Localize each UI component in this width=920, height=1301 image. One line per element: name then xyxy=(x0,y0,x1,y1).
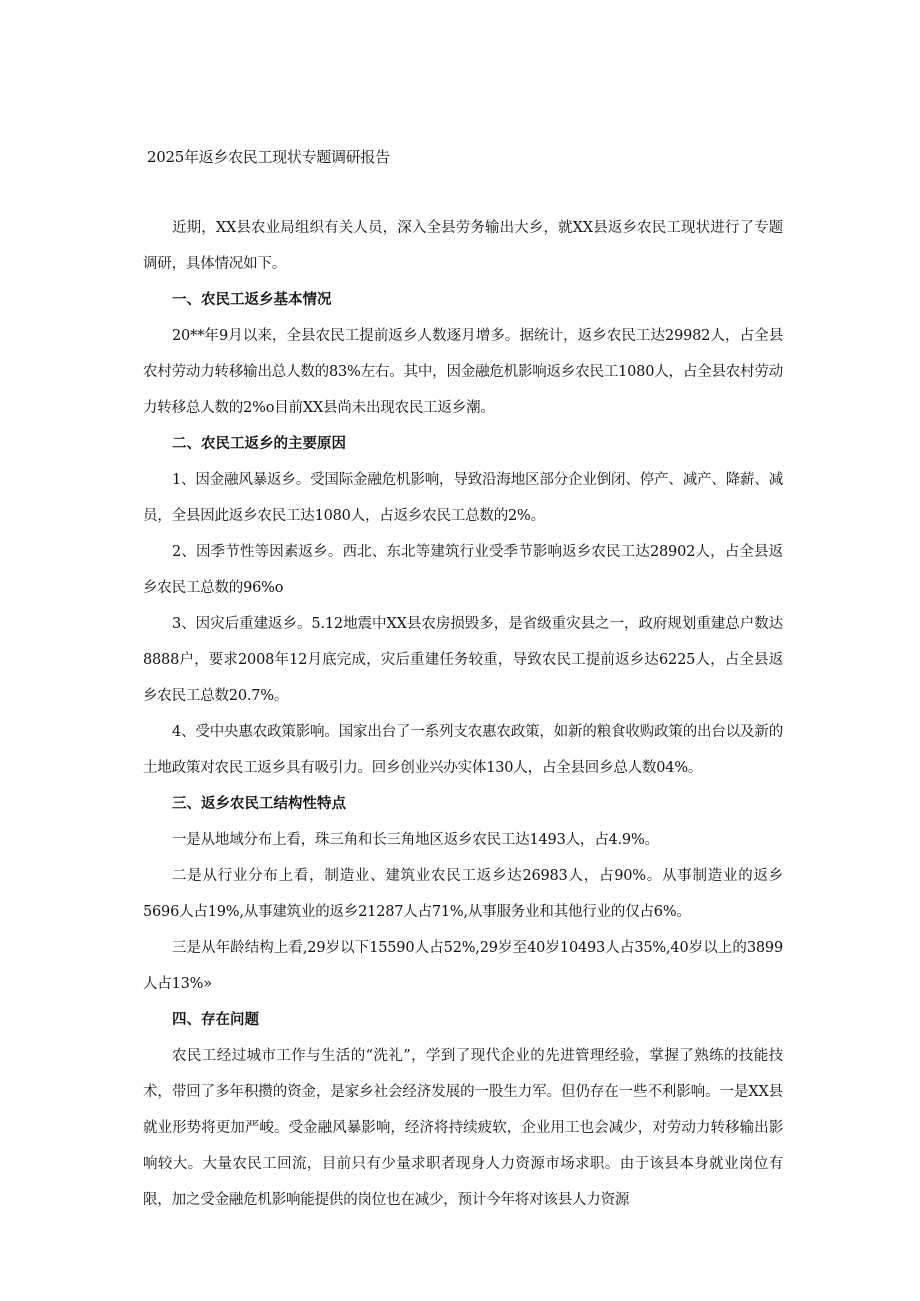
section-heading: 二、农民工返乡的主要原因 xyxy=(172,436,346,452)
paragraph: 二是从行业分布上看，制造业、建筑业农民工返乡达26983人，占90%。从事制造业的返乡5696人占19%,从事建筑业的返乡21287人占71%,从事服务业和其他行业的仅占6%。 xyxy=(143,868,783,920)
paragraph: 20**年9月以来，全县农民工提前返乡人数逐月增多。据统计，返乡农民工达29982人，占全县农村劳动力转移输出总人数的83%左右。其中，因金融危机影响返乡农民工1080人，占全县农村劳动力转移总人数的2%o目前XX县尚未出现农民工返乡潮。 xyxy=(143,328,783,416)
section-heading: 三、返乡农民工结构性特点 xyxy=(172,796,346,812)
paragraph: 一是从地域分布上看，珠三角和长三角地区返乡农民工达1493人，占4.9%。 xyxy=(172,832,659,848)
paragraph: 3、因灾后重建返乡。5.12地震中XX县农房损毁多，是省级重灾县之一，政府规划重建总户数达8888户，要求2008年12月底完成，灾后重建任务较重，导致农民工提前返乡达6225人，占全县返乡农民工总数20.7%。 xyxy=(143,616,783,704)
paragraph: 近期，XX县农业局组织有关人员，深入全县劳务输出大乡，就XX县返乡农民工现状进行了专题调研，具体情况如下。 xyxy=(143,220,783,272)
section-heading: 四、存在问题 xyxy=(172,1012,259,1028)
document-body xyxy=(143,210,783,1218)
paragraph: 农民工经过城市工作与生活的“洗礼”，学到了现代企业的先进管理经验，掌握了熟练的技能技术，带回了多年积攒的资金，是家乡社会经济发展的一股生力军。但仍存在一些不利影响。一是XX县就业形势将更加严峻。受金融风暴影响，经济将持续疲软，企业用工也会减少，对劳动力转移输出影响较大。大量农民工回流，目前只有少量求职者现身人力资源市场求职。由于该县本身就业岗位有限，加之受金融危机影响能提供的岗位也在减少，预计今年将对该县人力资源 xyxy=(143,1048,783,1208)
paragraph: 4、受中央惠农政策影响。国家出台了一系列支农惠农政策，如新的粮食收购政策的出台以及新的土地政策对农民工返乡具有吸引力。回乡创业兴办实体130人，占全县回乡总人数04%。 xyxy=(143,724,783,776)
paragraph: 三是从年龄结构上看,29岁以下15590人占52%,29岁至40岁10493人占35%,40岁以上的3899人占13%» xyxy=(143,940,783,992)
paragraph: 2、因季节性等因素返乡。西北、东北等建筑行业受季节影响返乡农民工达28902人，占全县返乡农民工总数的96%o xyxy=(143,544,783,596)
document-title: 2025年返乡农民工现状专题调研报告 xyxy=(147,148,390,166)
paragraph: 1、因金融风暴返乡。受国际金融危机影响，导致沿海地区部分企业倒闭、停产、减产、降薪、减员，全县因此返乡农民工达1080人，占返乡农民工总数的2%。 xyxy=(143,472,783,524)
section-heading: 一、农民工返乡基本情况 xyxy=(172,292,332,308)
